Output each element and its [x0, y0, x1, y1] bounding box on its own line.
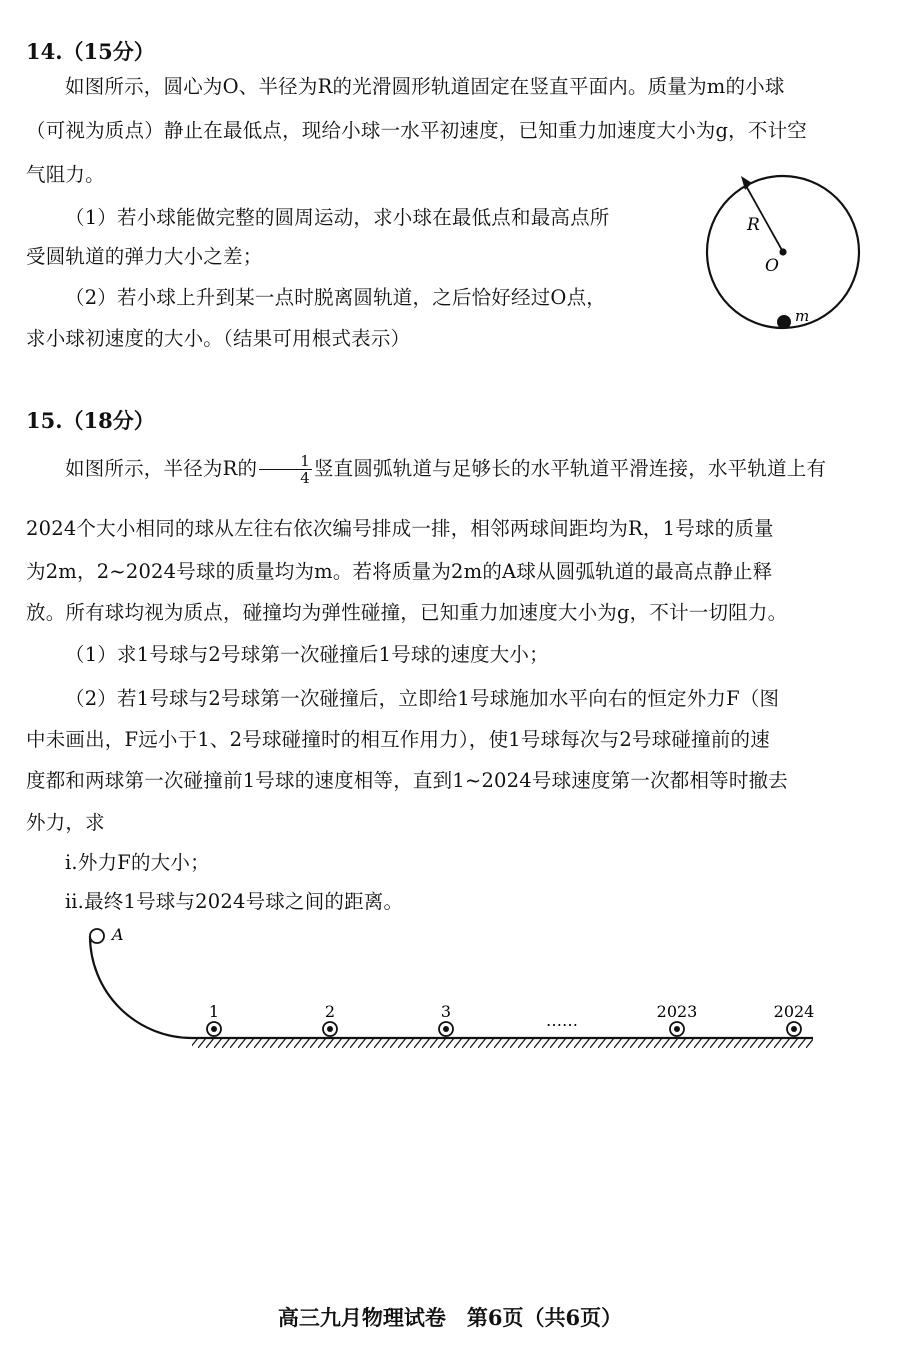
q15-part2-line3: 度都和两球第一次碰撞前1号球的速度相等，直到1~2024号球速度第一次都相等时撤去: [26, 769, 788, 792]
center-point-O: [779, 248, 786, 255]
q15-stem-line1-b: 竖直圆弧轨道与足够长的水平轨道平滑连接，水平轨道上有: [313, 457, 827, 480]
ball-label-2023: 2023: [656, 1002, 698, 1021]
q15-sub-i: ⅰ.外力F的大小；: [65, 851, 210, 874]
q15-part1: （1）求1号球与2号球第一次碰撞后1号球的速度大小；: [65, 643, 549, 666]
quarter-arc-track: [90, 936, 192, 1038]
q15-stem-line4: 放。所有球均视为质点，碰撞均为弹性碰撞，已知重力加速度大小为g，不计一切阻力。: [26, 601, 788, 624]
ball-label-1: 1: [208, 1002, 220, 1021]
ground-hatching: [192, 1039, 813, 1048]
quarter-fraction: [259, 453, 312, 486]
q14-part2-line1: （2）若小球上升到某一点时脱离圆轨道，之后恰好经过O点，: [65, 286, 606, 309]
q14-stem-line2: （可视为质点）静止在最低点，现给小球一水平初速度，已知重力加速度大小为g，不计空: [26, 119, 807, 142]
q15-part2-line2: 中未画出，F远小于1、2号球碰撞时的相互作用力），使1号球每次与2号球碰撞前的速: [26, 728, 770, 751]
q15-stem-line1-a: 如图所示，半径为R的: [65, 457, 258, 480]
q14-circle-figure: [695, 168, 875, 348]
fraction-numerator: 1: [259, 453, 312, 470]
fraction-denominator: 4: [300, 469, 310, 487]
q14-part1-line2: 受圆轨道的弹力大小之差；: [26, 245, 263, 268]
ball-label-2024: 2024: [773, 1002, 815, 1021]
label-m: m: [795, 307, 810, 325]
q15-part2-line4: 外力，求: [26, 811, 105, 834]
q14-stem-line1: 如图所示，圆心为O、半径为R的光滑圆形轨道固定在竖直平面内。质量为m的小球: [65, 75, 785, 98]
ball-2023: [670, 1022, 684, 1036]
q14-stem-line3: 气阻力。: [26, 163, 105, 186]
q15-header: 15.（18分）: [26, 408, 155, 433]
q14-part2-line2: 求小球初速度的大小。（结果可用根式表示）: [26, 327, 411, 350]
q15-stem-line2: 2024个大小相同的球从左往右依次编号排成一排，相邻两球间距均为R，1号球的质量: [26, 517, 774, 540]
q14-header: 14.（15分）: [26, 39, 155, 64]
label-O: O: [765, 256, 779, 276]
q15-part2-line1: （2）若1号球与2号球第一次碰撞后，立即给1号球施加水平向右的恒定外力F（图: [65, 687, 780, 710]
ball-A: [90, 929, 104, 943]
small-ball-m: [777, 315, 791, 329]
label-R: R: [747, 215, 760, 235]
ball-2024: [787, 1022, 801, 1036]
ball-1: [207, 1022, 221, 1036]
q15-sub-ii: ⅱ.最终1号球与2024号球之间的距离。: [65, 890, 404, 913]
page-footer: 高三九月物理试卷 第6页（共6页）: [277, 1305, 623, 1330]
ball-label-2: 2: [324, 1002, 336, 1021]
balls-ellipsis: ……: [546, 1011, 578, 1030]
ball-3: [439, 1022, 453, 1036]
ball-label-3: 3: [440, 1002, 452, 1021]
ball-2: [323, 1022, 337, 1036]
q14-part1-line1: （1）若小球能做完整的圆周运动，求小球在最低点和最高点所: [65, 206, 610, 229]
q15-stem-line1: [26, 450, 886, 488]
q15-stem-line3: 为2m，2~2024号球的质量均为m。若将质量为2m的A球从圆弧轨道的最高点静止释: [26, 560, 773, 583]
q15-track-figure: [70, 918, 830, 1048]
label-A: A: [112, 925, 124, 944]
